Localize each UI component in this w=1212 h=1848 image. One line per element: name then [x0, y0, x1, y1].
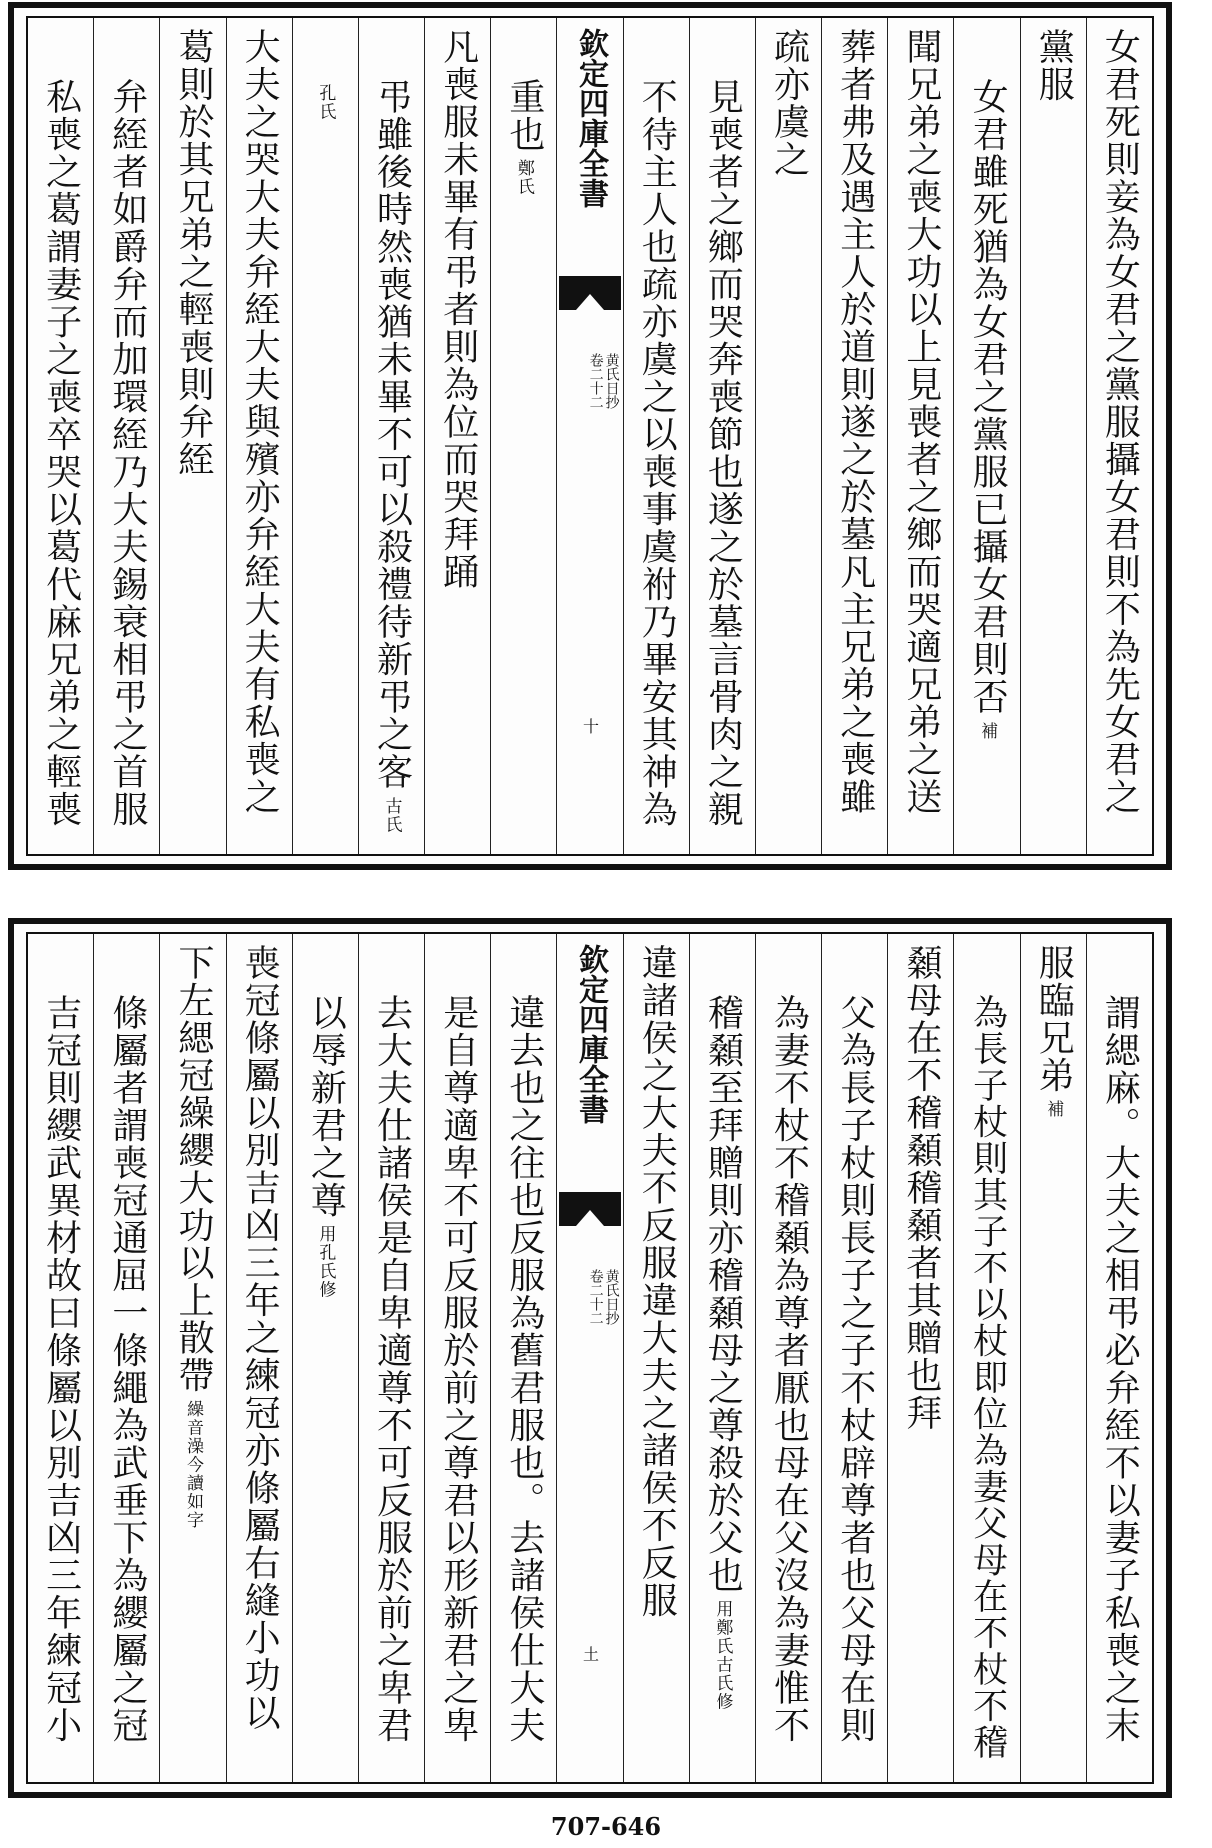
text-column	[93, 934, 159, 1782]
column-text: 大夫之哭大夫弁絰大夫與殯亦弁絰大夫有私喪之	[239, 28, 281, 816]
column-text: 服臨兄弟	[1033, 944, 1075, 1094]
source-info	[589, 1269, 619, 1325]
text-column	[226, 934, 292, 1782]
text-column	[93, 18, 159, 854]
column-text: 是自尊適卑不可反服於前之尊君以形新君之卑	[437, 994, 479, 1744]
column-text: 父為長子杖則長子之子不杖辟尊者也父母在則	[834, 994, 876, 1744]
source-title: 黄氏日抄	[603, 353, 620, 409]
fishtail-ornament	[559, 276, 620, 310]
text-column	[1020, 934, 1086, 1782]
annotation-note: 孔氏	[315, 84, 336, 121]
folio-number: 十	[580, 718, 600, 734]
column-text: 為長子杖則其子不以杖即位為妻父母在不杖不稽	[967, 994, 1008, 1761]
annotation-note: 繰音澡今讀如字	[183, 1400, 203, 1530]
column-text: 去大夫仕諸侯是自卑適尊不可反服於前之卑君	[371, 994, 413, 1744]
text-column	[887, 934, 953, 1782]
column-text: 重也	[503, 78, 545, 153]
column-text: 稽顙至拜贈則亦稽顙母之尊殺於父也	[702, 994, 744, 1594]
text-column	[953, 18, 1019, 854]
text-column	[292, 18, 358, 854]
top-page-text-block	[26, 16, 1154, 856]
text-column	[358, 934, 424, 1782]
book-title: 欽定四庫全書	[573, 944, 609, 1124]
folio-number: 土	[580, 1646, 600, 1662]
text-column	[28, 18, 93, 854]
column-text: 疏亦虞之	[768, 28, 810, 178]
text-column	[689, 934, 755, 1782]
text-column	[821, 934, 887, 1782]
column-text: 葬者弗及遇主人於道則遂之於墓凡主兄弟之喪雖	[834, 28, 876, 816]
column-text: 吉冠則纓武異材故曰條屬以別吉凶三年練冠小	[40, 994, 82, 1744]
text-column	[424, 18, 490, 854]
center-fold-column	[556, 18, 622, 854]
column-text: 違諸侯之大夫不反服違大夫之諸侯不反服	[636, 944, 678, 1619]
text-column	[1086, 18, 1152, 854]
column-text: 下左緦冠繰纓大功以上散帶	[173, 944, 214, 1394]
column-text: 私喪之葛謂妻子之喪卒哭以葛代麻兄弟之輕喪	[40, 78, 82, 828]
annotation-note: 用孔氏修	[315, 1225, 336, 1299]
volume-number: 卷二十二	[587, 353, 604, 409]
text-column	[292, 934, 358, 1782]
column-text: 條屬者謂喪冠通屈一條繩為武垂下為纓屬之冠	[106, 994, 148, 1744]
column-text: 凡喪服未畢有弔者則為位而哭拜踊	[437, 28, 479, 591]
text-column	[424, 934, 490, 1782]
text-column	[1020, 18, 1086, 854]
source-info	[589, 353, 619, 409]
column-text: 女君死則妾為女君之黨服攝女君則不為先女君之	[1099, 28, 1141, 816]
text-column	[821, 18, 887, 854]
bottom-page	[8, 918, 1172, 1798]
text-column	[159, 934, 225, 1782]
text-column	[28, 934, 93, 1782]
text-column	[623, 934, 689, 1782]
text-column	[755, 934, 821, 1782]
center-fold-column	[556, 934, 622, 1782]
text-column	[490, 934, 556, 1782]
column-text: 喪冠條屬以別吉凶三年之練冠亦條屬右縫小功以	[239, 944, 281, 1732]
column-text: 不待主人也疏亦虞之以喪事虞祔乃畢安其神為	[636, 78, 678, 828]
column-text: 聞兄弟之喪大功以上見喪者之鄉而哭適兄弟之送	[900, 28, 942, 816]
column-text: 為妻不杖不稽顙為尊者厭也母在父沒為妻惟不	[768, 994, 810, 1744]
text-column	[1086, 934, 1152, 1782]
column-text: 違去也之往也反服為舊君服也。去諸侯仕大夫	[503, 994, 545, 1744]
column-text: 弔雖後時然喪猶未畢不可以殺禮待新弔之客	[371, 78, 413, 791]
text-column	[887, 18, 953, 854]
annotation-note: 鄭氏	[513, 159, 534, 196]
column-text: 謂緦麻。大夫之相弔必弁絰不以妻子私喪之末	[1099, 994, 1141, 1744]
annotation-note: 用鄭氏古氏修	[712, 1600, 733, 1711]
text-column	[159, 18, 225, 854]
text-column	[689, 18, 755, 854]
volume-number: 卷二十二	[587, 1269, 604, 1325]
source-title: 黄氏日抄	[603, 1269, 620, 1325]
top-page	[8, 2, 1172, 870]
annotation-note: 補	[977, 721, 998, 740]
book-title: 欽定四庫全書	[573, 28, 609, 208]
column-text: 黨服	[1033, 28, 1075, 103]
page-number: 707-646	[550, 1812, 662, 1841]
text-column	[358, 18, 424, 854]
column-text: 女君雖死猶為女君之黨服已攝女君則否	[967, 78, 1009, 716]
column-text: 弁絰者如爵弁而加環絰乃大夫錫衰相弔之首服	[106, 78, 148, 828]
annotation-note: 補	[1043, 1100, 1064, 1119]
text-column	[490, 18, 556, 854]
column-text: 葛則於其兄弟之輕喪則弁絰	[173, 28, 214, 478]
text-column	[623, 18, 689, 854]
column-text: 見喪者之鄉而哭奔喪節也遂之於墓言骨肉之親	[702, 78, 744, 828]
column-text: 以辱新君之尊	[305, 994, 347, 1219]
fishtail-ornament	[559, 1192, 620, 1226]
bottom-page-text-block	[26, 932, 1154, 1784]
column-text: 顙母在不稽顙稽顙者其贈也拜	[900, 944, 942, 1432]
text-column	[755, 18, 821, 854]
text-column	[226, 18, 292, 854]
text-column	[953, 934, 1019, 1782]
annotation-note: 古氏	[381, 796, 402, 834]
